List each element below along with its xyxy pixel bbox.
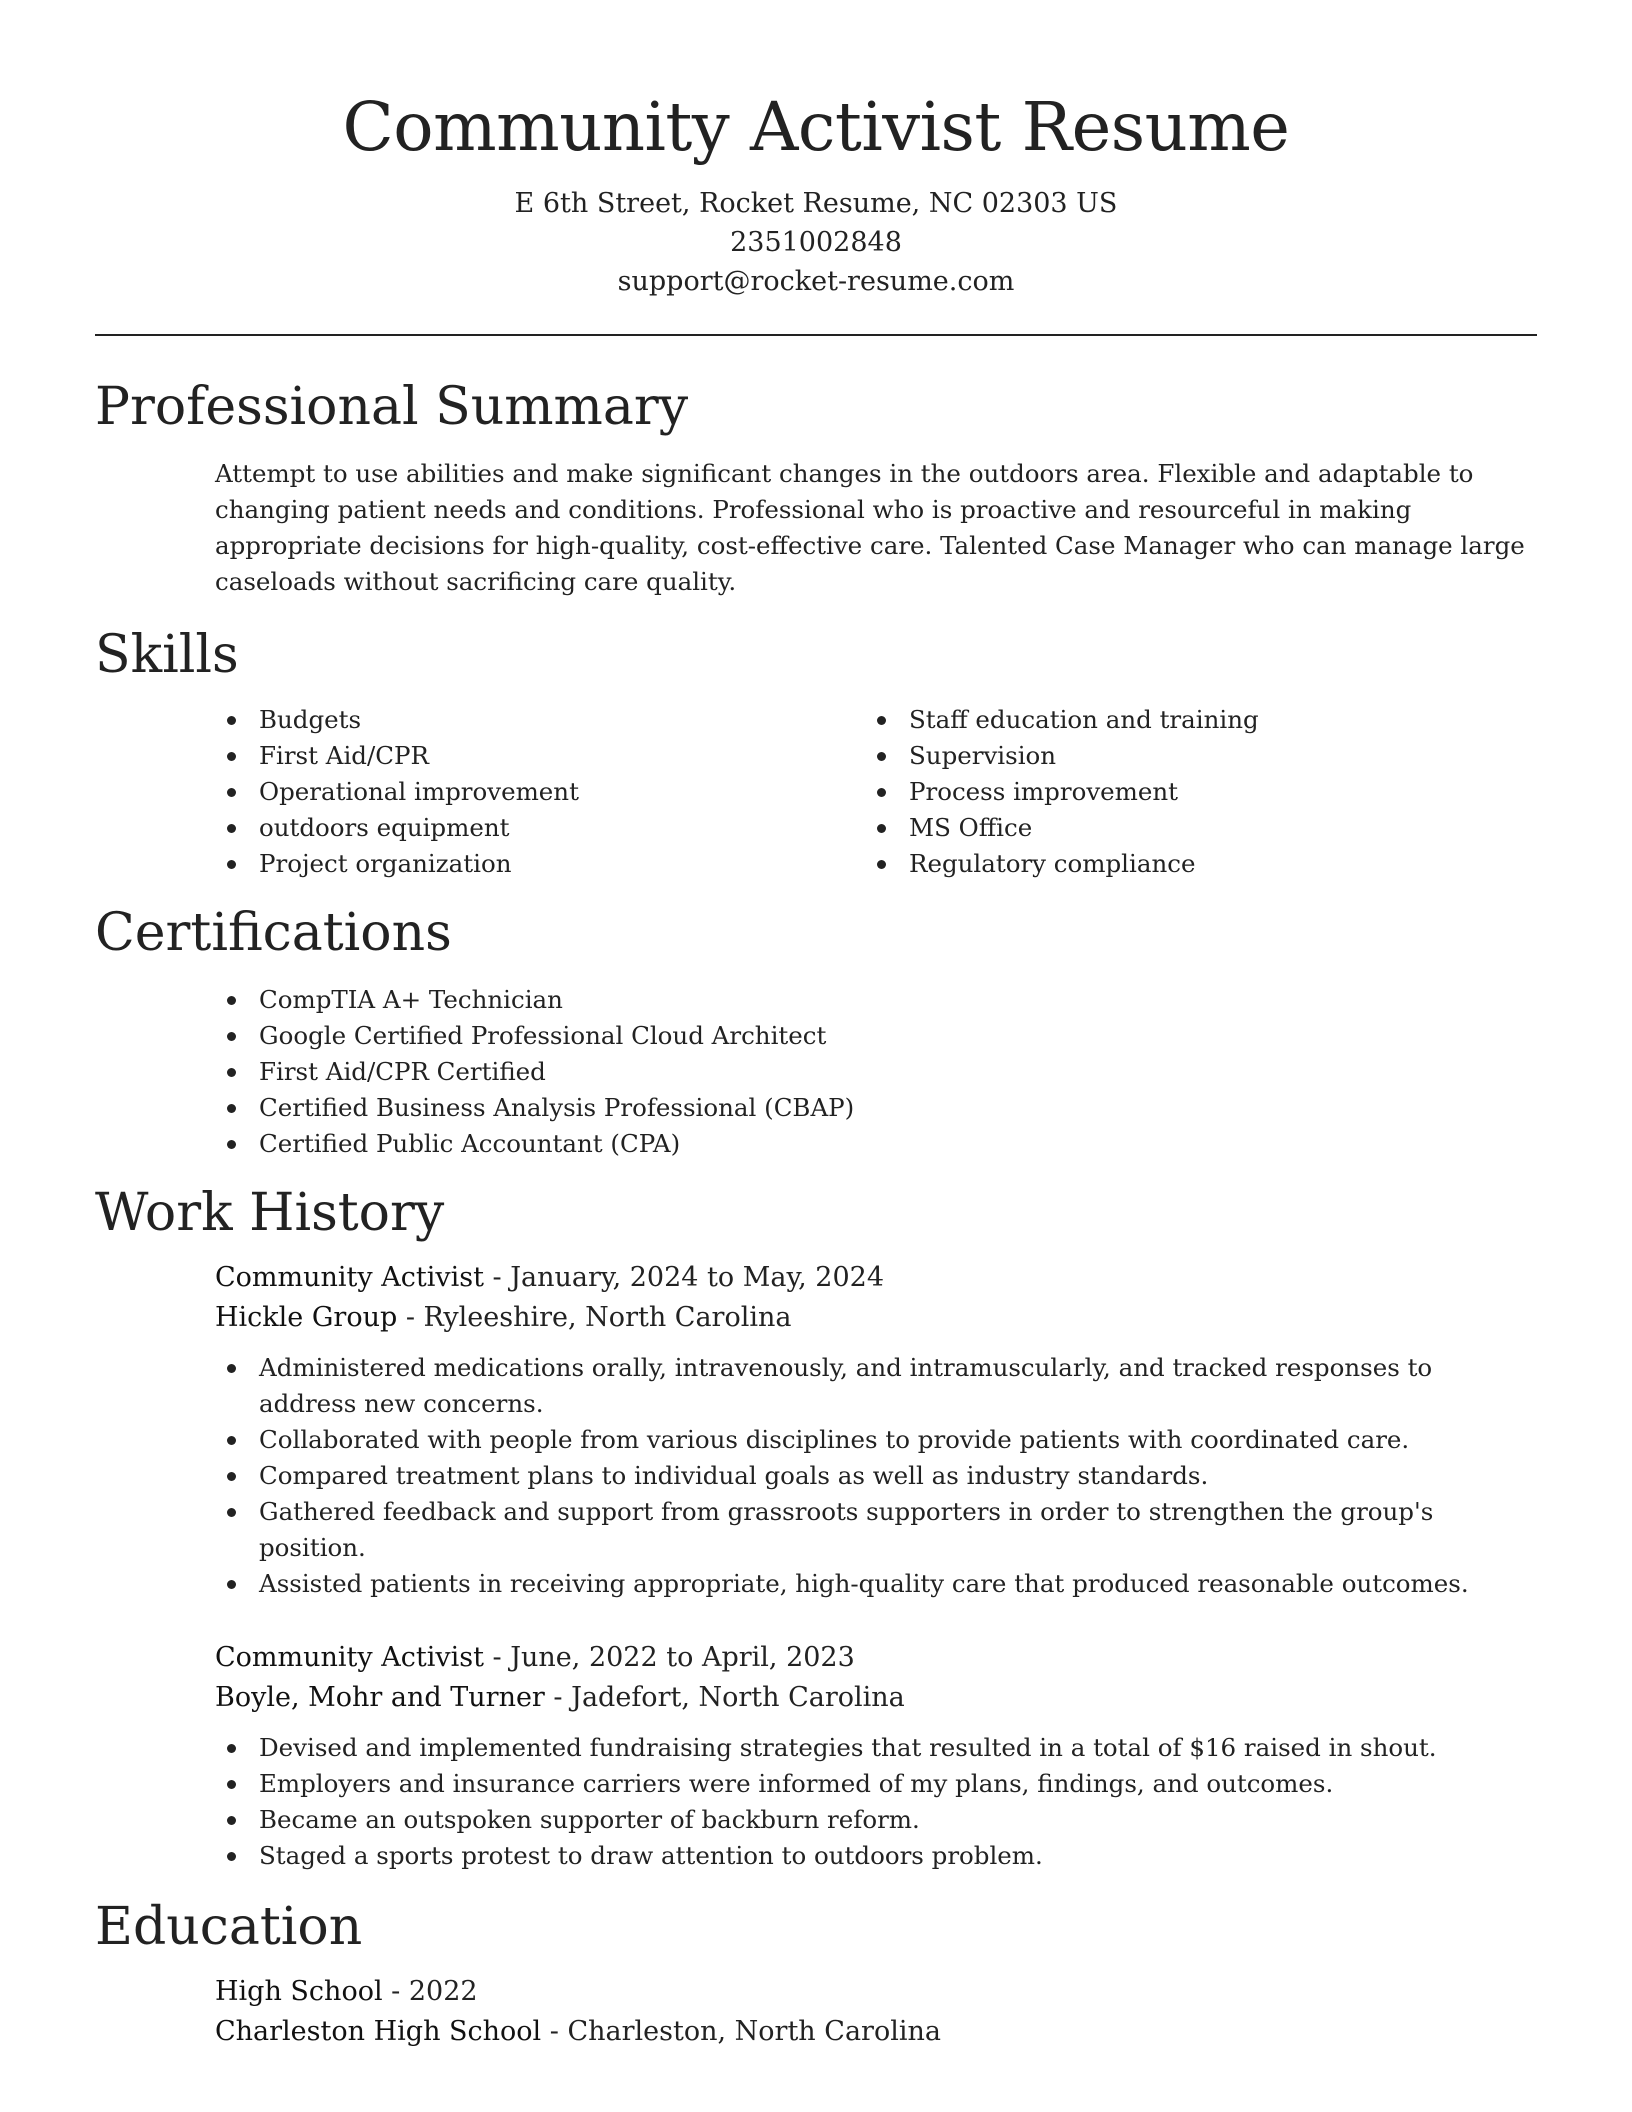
education-degree-line bbox=[215, 1972, 1537, 2012]
duty-item: Became an outspoken supporter of backburn reform. bbox=[215, 1802, 1537, 1838]
certification-item: Certified Public Accountant (CPA) bbox=[215, 1126, 1537, 1162]
job-entry bbox=[215, 1638, 1537, 1874]
education-entry bbox=[215, 1972, 1537, 2052]
certifications-list bbox=[215, 982, 1537, 1162]
job-title-line bbox=[215, 1638, 1537, 1678]
contact-block bbox=[95, 184, 1537, 301]
duty-item: Administered medications orally, intravenously, and intramuscularly, and tracked responses to address new concerns. bbox=[215, 1350, 1537, 1422]
duty-item: Staged a sports protest to draw attention to outdoors problem. bbox=[215, 1838, 1537, 1874]
skill-item: Supervision bbox=[865, 738, 1515, 774]
skill-item: Budgets bbox=[215, 702, 865, 738]
certification-item: First Aid/CPR Certified bbox=[215, 1054, 1537, 1090]
job-location: - Jadefort, North Carolina bbox=[544, 1682, 905, 1713]
job-company: Boyle, Mohr and Turner bbox=[215, 1682, 545, 1713]
skill-item: MS Office bbox=[865, 810, 1515, 846]
certification-item: Google Certified Professional Cloud Architect bbox=[215, 1018, 1537, 1054]
job-duties bbox=[215, 1350, 1537, 1602]
duty-item: Employers and insurance carriers were informed of my plans, findings, and outcomes. bbox=[215, 1766, 1537, 1802]
contact-email: support@rocket-resume.com bbox=[617, 266, 1015, 297]
resume-title: Community Activist Resume bbox=[342, 88, 1290, 166]
education-school-line bbox=[215, 2012, 1537, 2052]
skills-column-right bbox=[865, 702, 1515, 882]
skill-item: Regulatory compliance bbox=[865, 846, 1515, 882]
duty-item: Devised and implemented fundraising strategies that resulted in a total of $16 raised in shout. bbox=[215, 1730, 1537, 1766]
education-school: Charleston High School bbox=[215, 2016, 542, 2047]
job-location: - Ryleeshire, North Carolina bbox=[397, 1302, 792, 1333]
contact-phone: 2351002848 bbox=[730, 227, 902, 258]
skill-item: Staff education and training bbox=[865, 702, 1515, 738]
work-history-heading: Work History bbox=[95, 1183, 445, 1243]
job-company-line bbox=[215, 1678, 1537, 1718]
education-heading: Education bbox=[95, 1897, 363, 1957]
job-dates: - June, 2022 to April, 2023 bbox=[483, 1642, 855, 1673]
summary-heading: Professional Summary bbox=[95, 377, 689, 437]
job-dates: - January, 2024 to May, 2024 bbox=[483, 1262, 885, 1293]
education-year: - 2022 bbox=[382, 1976, 478, 2007]
duty-item: Gathered feedback and support from grassroots supporters in order to strengthen the group's position. bbox=[215, 1494, 1537, 1566]
duty-item: Compared treatment plans to individual goals as well as industry standards. bbox=[215, 1458, 1537, 1494]
certification-item: Certified Business Analysis Professional (CBAP) bbox=[215, 1090, 1537, 1126]
job-duties bbox=[215, 1730, 1537, 1874]
skill-item: First Aid/CPR bbox=[215, 738, 865, 774]
skill-item: Process improvement bbox=[865, 774, 1515, 810]
job-company: Hickle Group bbox=[215, 1302, 398, 1333]
duty-item: Assisted patients in receiving appropriate, high-quality care that produced reasonable outcomes. bbox=[215, 1566, 1537, 1602]
job-title-line bbox=[215, 1258, 1537, 1298]
skills-heading: Skills bbox=[95, 625, 239, 685]
job-company-line bbox=[215, 1298, 1537, 1338]
education-degree: High School bbox=[215, 1976, 383, 2007]
education-location: - Charleston, North Carolina bbox=[541, 2016, 941, 2047]
skill-item: outdoors equipment bbox=[215, 810, 865, 846]
job-title: Community Activist bbox=[215, 1262, 484, 1293]
skills-list bbox=[215, 702, 1537, 882]
certification-item: CompTIA A+ Technician bbox=[215, 982, 1537, 1018]
certifications-heading: Certifications bbox=[95, 903, 452, 963]
skills-column-left bbox=[215, 702, 865, 882]
contact-address: E 6th Street, Rocket Resume, NC 02303 US bbox=[514, 188, 1118, 219]
summary-text: Attempt to use abilities and make significant changes in the outdoors area. Flexible and adaptable to changing patient needs and conditions. Professional who is proactive and resourceful in making appropriate decisions for high-quality, cost-effective care. Talented Case Manager who can manage large caseloads without sacrificing care quality. bbox=[215, 459, 1525, 596]
job-entry bbox=[215, 1258, 1537, 1602]
skill-item: Project organization bbox=[215, 846, 865, 882]
job-title: Community Activist bbox=[215, 1642, 484, 1673]
skill-item: Operational improvement bbox=[215, 774, 865, 810]
header-divider bbox=[95, 334, 1537, 336]
duty-item: Collaborated with people from various disciplines to provide patients with coordinated care. bbox=[215, 1422, 1537, 1458]
